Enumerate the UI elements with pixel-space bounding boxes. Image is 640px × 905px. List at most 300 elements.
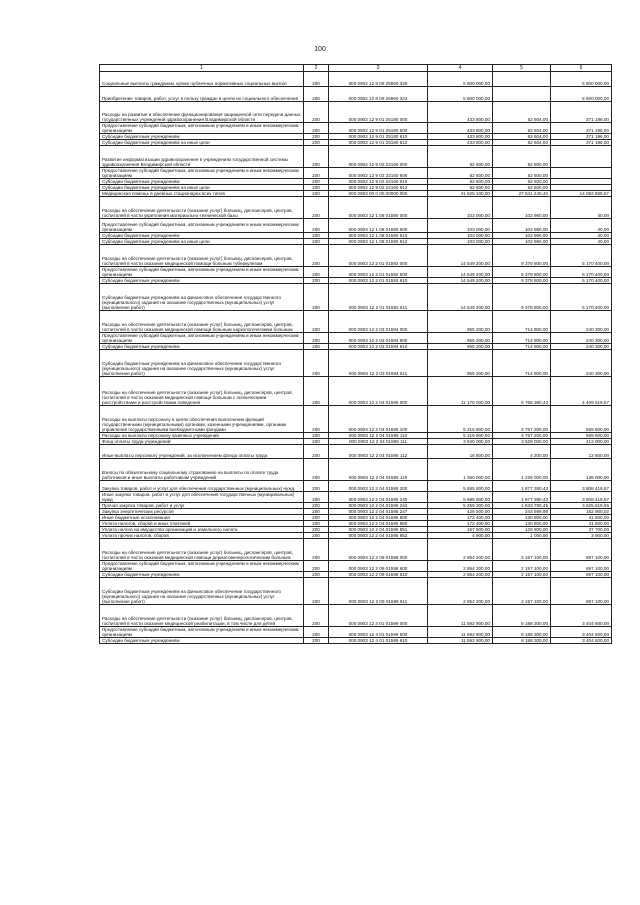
header-col-4: 4 (428, 65, 493, 72)
description-cell: Предоставление субсидий бюджетным, автономным учреждениям и иным некоммерческим организациям (100, 561, 304, 572)
line-code-cell: 200 (304, 102, 329, 123)
line-code-cell: 200 (304, 539, 329, 561)
line-code-cell: 200 (304, 492, 329, 503)
executed-amount-cell: 243 599,98 (493, 509, 551, 515)
remaining-amount-cell: 3 808 419,57 (551, 492, 612, 503)
budget-code-cell: 000 0903 12 2 04 01595 110 (329, 433, 428, 439)
table-row (100, 219, 612, 233)
line-code-cell: 200 (304, 344, 329, 350)
remaining-amount-cell: 697 100,00 (551, 572, 612, 578)
executed-amount-cell: 9 378 800,00 (493, 245, 551, 267)
remaining-amount-cell: 182 900,02 (551, 509, 612, 515)
line-code-cell: 200 (304, 185, 329, 191)
remaining-amount-cell: 41 600,00 (551, 515, 612, 521)
table-row (100, 605, 612, 627)
description-cell: Медицинская помощь в дневных стационарах всех типов (100, 191, 304, 197)
header-col-1: 1 (100, 65, 304, 72)
description-cell: Иные бюджетные ассигнования (100, 515, 304, 521)
executed-amount-cell: 1 633 780,45 (493, 503, 551, 509)
budget-code-cell: 000 0903 12 2 04 01595 244 (329, 503, 428, 509)
remaining-amount-cell: 40,00 (551, 197, 612, 219)
description-cell: Предоставление субсидий бюджетным, автономным учреждениям и иным некоммерческим организациям (100, 123, 304, 134)
description-cell: Предоставление субсидий бюджетным, автономным учреждениям и иным некоммерческим организациям (100, 267, 304, 278)
budget-code-cell: 000 0902 12 8 09 25860 323 (329, 87, 428, 102)
approved-amount-cell: 62 600,00 (428, 146, 493, 168)
executed-amount-cell: 1 877 380,43 (493, 492, 551, 503)
line-code-cell: 200 (304, 445, 329, 459)
remaining-amount-cell: 14 083 859,57 (551, 191, 612, 197)
budget-code-cell: 000 0903 12 2 03 01594 611 (329, 350, 428, 377)
remaining-amount-cell: 240 300,00 (551, 350, 612, 377)
executed-amount-cell: 9 378 800,00 (493, 284, 551, 311)
table-row (100, 561, 612, 572)
executed-amount-cell: 714 900,00 (493, 333, 551, 344)
description-cell: Субсидии бюджетным учреждениям (100, 134, 304, 140)
table-row (100, 492, 612, 503)
description-cell: Субсидии бюджетным учреждениям на финансовое обеспечение государственного (муниципального) задания на оказание государственных (муниципальных) услуг (выполнение работ) (100, 284, 304, 311)
table-row (100, 87, 612, 102)
budget-code-cell: 000 0903 12 1 08 01590 600 (329, 219, 428, 233)
header-col-3: 3 (329, 65, 428, 72)
line-code-cell: 200 (304, 521, 329, 527)
budget-code-cell: 000 0903 12 2 01 01592 611 (329, 284, 428, 311)
table-row (100, 146, 612, 168)
executed-amount-cell: 27 541 240,43 (493, 191, 551, 197)
budget-code-cell: 000 0903 12 4 01 01599 000 (329, 605, 428, 627)
remaining-amount-cell: 5 170 400,00 (551, 284, 612, 311)
line-code-cell: 200 (304, 509, 329, 515)
table-row (100, 168, 612, 179)
line-code-cell: 200 (304, 267, 329, 278)
table-row (100, 572, 612, 578)
approved-amount-cell: 103 000,00 (428, 197, 493, 219)
budget-code-cell: 000 0903 12 1 08 01590 612 (329, 239, 428, 245)
description-cell: Социальные выплаты гражданам, кроме публичных нормативных социальных выплат (100, 72, 304, 87)
line-code-cell: 200 (304, 233, 329, 239)
table-row (100, 627, 612, 638)
description-cell: Расходы на обеспечение деятельности (оказание услуг) больниц, диспансеров, центров, госпиталей в части оказания медицинской помощи больным с психическими расстройствами и расстройствами поведения (100, 377, 304, 406)
line-code-cell: 200 (304, 245, 329, 267)
description-cell: Расходы на обеспечение деятельности (оказание услуг) больниц, диспансеров, центров, госпиталей в части оказания медицинской помощи больным туберкулезом (100, 245, 304, 267)
line-code-cell: 200 (304, 481, 329, 492)
line-code-cell: 200 (304, 572, 329, 578)
table-row (100, 638, 612, 644)
line-code-cell: 200 (304, 123, 329, 134)
approved-amount-cell: 103 000,00 (428, 219, 493, 233)
approved-amount-cell: 433 800,00 (428, 123, 493, 134)
budget-code-cell: 000 0902 12 9 02 22160 600 (329, 168, 428, 179)
description-cell: Субсидии бюджетным учреждениям (100, 179, 304, 185)
description-cell: Расходы на обеспечение деятельности (оказание услуг) больниц, диспансеров, центров, госпиталей в части оказания медицинской реабилитации, в том числе для детей (100, 605, 304, 627)
budget-code-cell: 000 0903 12 4 01 01599 600 (329, 627, 428, 638)
remaining-amount-cell: 371 196,00 (551, 102, 612, 123)
executed-amount-cell: 714 900,00 (493, 344, 551, 350)
budget-code-cell: 000 0903 12 2 09 01598 000 (329, 539, 428, 561)
executed-amount-cell: 1 000,00 (493, 533, 551, 539)
description-cell: Иные выплаты персоналу учреждений, за исключением фонда оплаты труда (100, 445, 304, 459)
budget-code-cell: 000 0903 12 2 04 01595 247 (329, 509, 428, 515)
description-cell: Субсидии бюджетным учреждениям на иные цели (100, 185, 304, 191)
table-row (100, 527, 612, 533)
approved-amount-cell: 2 854 200,00 (428, 561, 493, 572)
remaining-amount-cell: 3 404 600,00 (551, 627, 612, 638)
executed-amount-cell: 62 604,00 (493, 102, 551, 123)
executed-amount-cell: 8 188 300,00 (493, 605, 551, 627)
approved-amount-cell: 172 400,00 (428, 521, 493, 527)
header-col-2: 2 (304, 65, 329, 72)
line-code-cell: 200 (304, 140, 329, 146)
table-row (100, 140, 612, 146)
table-row (100, 433, 612, 439)
approved-amount-cell: 16 800,00 (428, 445, 493, 459)
remaining-amount-cell: 3 808 419,57 (551, 481, 612, 492)
table-row (100, 179, 612, 185)
executed-amount-cell: 2 157 100,00 (493, 561, 551, 572)
budget-code-cell: 000 0903 12 2 04 01595 850 (329, 521, 428, 527)
approved-amount-cell: 3 940 000,00 (428, 439, 493, 445)
remaining-amount-cell: 5 170 400,00 (551, 245, 612, 267)
approved-amount-cell: 433 800,00 (428, 134, 493, 140)
header-col-5: 5 (493, 65, 551, 72)
remaining-amount-cell: 697 100,00 (551, 539, 612, 561)
approved-amount-cell: 14 549 200,00 (428, 245, 493, 267)
line-code-cell: 200 (304, 503, 329, 509)
remaining-amount-cell: 697 100,00 (551, 578, 612, 605)
line-code-cell: 200 (304, 377, 329, 406)
description-cell: Приобретение товаров, работ, услуг в пользу граждан в целях их социального обеспечения (100, 87, 304, 102)
budget-code-cell: 000 0903 12 2 04 01595 200 (329, 481, 428, 492)
budget-code-cell: 000 0902 12 9 01 25180 610 (329, 134, 428, 140)
executed-amount-cell: 62 600,00 (493, 146, 551, 168)
approved-amount-cell: 5 316 800,00 (428, 406, 493, 433)
budget-code-cell: 000 0903 12 2 04 01595 112 (329, 445, 428, 459)
remaining-amount-cell: 697 100,00 (551, 561, 612, 572)
remaining-amount-cell: 371 196,00 (551, 123, 612, 134)
remaining-amount-cell: 240 300,00 (551, 333, 612, 344)
description-cell: Уплата налога на имущество организаций и земельного налога (100, 527, 304, 533)
remaining-amount-cell: 40,00 (551, 219, 612, 233)
executed-amount-cell: 129 800,00 (493, 527, 551, 533)
line-code-cell: 200 (304, 561, 329, 572)
description-cell: Расходы на обеспечение деятельности (оказание услуг) больниц, диспансеров, центров, госпиталей в части укрепления материально-технической базы (100, 197, 304, 219)
table-row (100, 578, 612, 605)
description-cell: Субсидии бюджетным учреждениям на иные цели (100, 140, 304, 146)
table-row (100, 311, 612, 333)
table-row (100, 278, 612, 284)
remaining-amount-cell: 12 600,00 (551, 445, 612, 459)
executed-amount-cell: 4 757 200,00 (493, 406, 551, 433)
line-code-cell: 200 (304, 350, 329, 377)
budget-code-cell: 000 0902 12 9 01 25180 612 (329, 140, 428, 146)
budget-code-cell: 000 0902 12 9 01 25180 000 (329, 102, 428, 123)
approved-amount-cell: 5 800 000,00 (428, 72, 493, 87)
budget-code-cell: 000 0903 12 2 04 01595 100 (329, 406, 428, 433)
description-cell: Субсидии бюджетным учреждениям (100, 638, 304, 644)
description-cell: Закупка энергетических ресурсов (100, 509, 304, 515)
line-code-cell: 200 (304, 179, 329, 185)
line-code-cell: 200 (304, 527, 329, 533)
approved-amount-cell: 14 549 200,00 (428, 267, 493, 278)
table-row (100, 481, 612, 492)
line-code-cell: 200 (304, 433, 329, 439)
description-cell: Субсидии бюджетным учреждениям на финансовое обеспечение государственного (муниципального) задания на оказание государственных (муниципальных) услуг (выполнение работ) (100, 350, 304, 377)
executed-amount-cell: 102 960,00 (493, 219, 551, 233)
approved-amount-cell: 426 500,00 (428, 509, 493, 515)
executed-amount-cell: 62 600,00 (493, 185, 551, 191)
remaining-amount-cell: 559 600,00 (551, 406, 612, 433)
remaining-amount-cell: 240 300,00 (551, 311, 612, 333)
executed-amount-cell: 62 600,00 (493, 168, 551, 179)
approved-amount-cell: 5 685 800,00 (428, 492, 493, 503)
remaining-amount-cell: 5 800 000,00 (551, 72, 612, 87)
table-row (100, 267, 612, 278)
line-code-cell: 200 (304, 333, 329, 344)
executed-amount-cell: 714 900,00 (493, 311, 551, 333)
approved-amount-cell: 5 685 800,00 (428, 481, 493, 492)
table-row (100, 539, 612, 561)
budget-code-cell: 000 0903 12 1 08 01590 000 (329, 197, 428, 219)
budget-code-cell: 000 0903 12 2 04 01595 119 (329, 459, 428, 481)
approved-amount-cell: 5 800 000,00 (428, 87, 493, 102)
budget-code-cell: 000 0903 12 2 04 01595 851 (329, 527, 428, 533)
description-cell: Расходы на обеспечение деятельности (оказание услуг) больниц, диспансеров, центров, госпиталей в части оказания медицинской помощи дерматовенерологическим больным (100, 539, 304, 561)
table-row (100, 333, 612, 344)
remaining-amount-cell: 5 800 000,00 (551, 87, 612, 102)
description-cell: Взносы по обязательному социальному страхованию на выплаты по оплате труда работников и иные выплаты работникам учреждений (100, 459, 304, 481)
remaining-amount-cell (551, 168, 612, 179)
table-row (100, 406, 612, 433)
description-cell: Субсидии бюджетным учреждениям (100, 278, 304, 284)
line-code-cell: 200 (304, 134, 329, 140)
table-row (100, 284, 612, 311)
budget-code-cell: 000 0902 12 9 02 22160 000 (329, 146, 428, 168)
executed-amount-cell: 714 900,00 (493, 350, 551, 377)
approved-amount-cell: 11 592 900,00 (428, 627, 493, 638)
line-code-cell: 200 (304, 87, 329, 102)
budget-code-cell: 000 0903 12 2 09 01598 611 (329, 578, 428, 605)
remaining-amount-cell: 135 000,00 (551, 459, 612, 481)
budget-code-cell: 000 0903 12 2 04 01595 852 (329, 533, 428, 539)
description-cell: Закупка товаров, работ и услуг для обеспечения государственных (муниципальных) нужд (100, 481, 304, 492)
line-code-cell: 200 (304, 239, 329, 245)
remaining-amount-cell: 3 900,00 (551, 533, 612, 539)
line-code-cell: 200 (304, 278, 329, 284)
table-row (100, 134, 612, 140)
approved-amount-cell: 14 549 200,00 (428, 278, 493, 284)
budget-code-cell: 000 0903 12 2 01 01592 610 (329, 278, 428, 284)
table-row (100, 102, 612, 123)
remaining-amount-cell: 371 196,00 (551, 140, 612, 146)
approved-amount-cell: 11 592 900,00 (428, 605, 493, 627)
description-cell: Уплата прочих налогов, сборов (100, 533, 304, 539)
executed-amount-cell: 62 604,00 (493, 134, 551, 140)
approved-amount-cell: 1 360 000,00 (428, 459, 493, 481)
remaining-amount-cell: 371 196,00 (551, 134, 612, 140)
executed-amount-cell: 3 528 000,00 (493, 439, 551, 445)
line-code-cell: 200 (304, 284, 329, 311)
budget-code-cell: 000 0903 12 2 04 01595 000 (329, 377, 428, 406)
budget-code-cell: 000 0903 12 4 01 01599 610 (329, 638, 428, 644)
header-col-6: 6 (551, 65, 612, 72)
executed-amount-cell: 4 757 200,00 (493, 433, 551, 439)
approved-amount-cell: 103 000,00 (428, 233, 493, 239)
remaining-amount-cell: 3 404 600,00 (551, 638, 612, 644)
budget-table (99, 64, 612, 644)
remaining-amount-cell: 240 300,00 (551, 344, 612, 350)
description-cell: Расходы на обеспечение деятельности (оказание услуг) больниц, диспансеров, центров, госпиталей в части оказания медицинской помощи больным наркологическими больным (100, 311, 304, 333)
approved-amount-cell: 11 592 900,00 (428, 638, 493, 644)
table-row (100, 233, 612, 239)
approved-amount-cell: 2 854 200,00 (428, 572, 493, 578)
approved-amount-cell: 167 500,00 (428, 527, 493, 533)
table-row (100, 245, 612, 267)
line-code-cell: 200 (304, 311, 329, 333)
description-cell: Иные закупки товаров, работ и услуг для обеспечения государственных (муниципальных) нужд (100, 492, 304, 503)
executed-amount-cell: 2 157 100,00 (493, 572, 551, 578)
description-cell: Субсидии бюджетным учреждениям на финансовое обеспечение государственного (муниципального) задания на оказание государственных (муниципальных) услуг (выполнение работ) (100, 578, 304, 605)
executed-amount-cell: 62 604,00 (493, 140, 551, 146)
approved-amount-cell: 62 600,00 (428, 185, 493, 191)
header-row (100, 65, 612, 72)
remaining-amount-cell: 37 700,00 (551, 527, 612, 533)
budget-code-cell: 000 0903 12 2 09 01598 610 (329, 572, 428, 578)
table-body (100, 72, 612, 644)
executed-amount-cell: 62 604,00 (493, 123, 551, 134)
executed-amount-cell: 2 157 100,00 (493, 578, 551, 605)
line-code-cell: 200 (304, 515, 329, 521)
approved-amount-cell: 955 200,00 (428, 311, 493, 333)
budget-code-cell: 000 0903 12 2 03 01594 610 (329, 344, 428, 350)
table-row (100, 521, 612, 527)
line-code-cell: 200 (304, 219, 329, 233)
executed-amount-cell (493, 72, 551, 87)
description-cell: Субсидии бюджетным учреждениям на иные цели (100, 239, 304, 245)
approved-amount-cell: 2 854 200,00 (428, 539, 493, 561)
description-cell: Субсидии бюджетным учреждениям (100, 233, 304, 239)
approved-amount-cell: 5 259 300,00 (428, 503, 493, 509)
approved-amount-cell: 955 200,00 (428, 350, 493, 377)
executed-amount-cell: 1 225 000,00 (493, 459, 551, 481)
approved-amount-cell: 62 600,00 (428, 179, 493, 185)
table-row (100, 459, 612, 481)
executed-amount-cell: 6 765 380,43 (493, 377, 551, 406)
line-code-cell: 200 (304, 459, 329, 481)
line-code-cell: 200 (304, 578, 329, 605)
description-cell: Расходы на развитие и обеспечение функционирования защищенной сети передачи данных государственных учреждений здравоохранения Владимирской области (100, 102, 304, 123)
executed-amount-cell: 102 960,00 (493, 233, 551, 239)
table-row (100, 350, 612, 377)
description-cell: Субсидии бюджетным учреждениям (100, 344, 304, 350)
approved-amount-cell: 955 200,00 (428, 344, 493, 350)
budget-code-cell: 000 0903 12 2 03 01594 600 (329, 333, 428, 344)
budget-code-cell: 000 0902 12 9 02 22160 612 (329, 185, 428, 191)
table-row (100, 503, 612, 509)
executed-amount-cell: 130 800,00 (493, 515, 551, 521)
description-cell: Прочая закупка товаров, работ и услуг (100, 503, 304, 509)
line-code-cell: 200 (304, 146, 329, 168)
approved-amount-cell: 2 854 200,00 (428, 578, 493, 605)
line-code-cell: 200 (304, 72, 329, 87)
approved-amount-cell: 14 549 200,00 (428, 284, 493, 311)
line-code-cell: 200 (304, 406, 329, 433)
executed-amount-cell: 1 877 380,43 (493, 481, 551, 492)
budget-code-cell: 000 0903 12 2 04 01595 240 (329, 492, 428, 503)
approved-amount-cell: 62 600,00 (428, 168, 493, 179)
table-row (100, 185, 612, 191)
table-row (100, 123, 612, 134)
approved-amount-cell: 5 316 800,00 (428, 433, 493, 439)
approved-amount-cell: 433 800,00 (428, 102, 493, 123)
executed-amount-cell: 102 960,00 (493, 239, 551, 245)
remaining-amount-cell: 40,00 (551, 233, 612, 239)
description-cell: Уплата налогов, сборов и иных платежей (100, 521, 304, 527)
table-row (100, 197, 612, 219)
executed-amount-cell: 130 800,00 (493, 521, 551, 527)
line-code-cell: 200 (304, 191, 329, 197)
approved-amount-cell: 11 175 000,00 (428, 377, 493, 406)
remaining-amount-cell (551, 146, 612, 168)
description-cell: Расходы на выплаты персоналу в целях обеспечения выполнения функций государственными (муниципальными) органами, казенными учреждениями, органами управления государственными внебюджетными фондами (100, 406, 304, 433)
budget-code-cell: 000 0903 12 2 01 01592 000 (329, 245, 428, 267)
executed-amount-cell: 8 188 300,00 (493, 627, 551, 638)
budget-code-cell: 000 0902 12 8 09 25860 320 (329, 72, 428, 87)
approved-amount-cell: 172 400,00 (428, 515, 493, 521)
executed-amount-cell: 2 157 100,00 (493, 539, 551, 561)
remaining-amount-cell: 41 600,00 (551, 521, 612, 527)
executed-amount-cell: 102 960,00 (493, 197, 551, 219)
remaining-amount-cell: 412 000,00 (551, 439, 612, 445)
executed-amount-cell: 4 200,00 (493, 445, 551, 459)
table-row (100, 72, 612, 87)
table-row (100, 445, 612, 459)
remaining-amount-cell: 5 170 400,00 (551, 278, 612, 284)
remaining-amount-cell: 40,00 (551, 239, 612, 245)
approved-amount-cell: 433 800,00 (428, 140, 493, 146)
remaining-amount-cell: 3 404 600,00 (551, 605, 612, 627)
description-cell: Расходы на выплаты персоналу казенных учреждений (100, 433, 304, 439)
line-code-cell: 200 (304, 197, 329, 219)
budget-code-cell: 000 0903 12 2 04 01595 800 (329, 515, 428, 521)
budget-code-cell: 000 0903 12 2 03 01594 000 (329, 311, 428, 333)
description-cell: Предоставление субсидий бюджетным, автономным учреждениям и иным некоммерческим организациям (100, 333, 304, 344)
description-cell: Развитие информатизации здравоохранения в учреждениях государственной системы здравоохранения Владимирской области (100, 146, 304, 168)
budget-code-cell: 000 0902 12 9 01 25180 600 (329, 123, 428, 134)
executed-amount-cell: 62 600,00 (493, 179, 551, 185)
remaining-amount-cell: 5 170 400,00 (551, 267, 612, 278)
executed-amount-cell: 9 378 800,00 (493, 278, 551, 284)
description-cell: Предоставление субсидий бюджетным, автономным учреждениям и иным некоммерческим организациям (100, 219, 304, 233)
approved-amount-cell: 955 200,00 (428, 333, 493, 344)
description-cell: Субсидии бюджетным учреждениям (100, 572, 304, 578)
remaining-amount-cell: 4 409 619,57 (551, 377, 612, 406)
executed-amount-cell: 8 188 300,00 (493, 638, 551, 644)
budget-code-cell: 000 0903 12 2 01 01592 600 (329, 267, 428, 278)
table-row (100, 239, 612, 245)
budget-code-cell: 000 0903 12 1 08 01590 610 (329, 233, 428, 239)
executed-amount-cell (493, 87, 551, 102)
approved-amount-cell: 103 000,00 (428, 239, 493, 245)
remaining-amount-cell: 3 625 519,55 (551, 503, 612, 509)
approved-amount-cell: 41 625 100,00 (428, 191, 493, 197)
line-code-cell: 200 (304, 605, 329, 627)
description-cell: Предоставление субсидий бюджетным, автономным учреждениям и иным некоммерческим организациям (100, 627, 304, 638)
executed-amount-cell: 9 378 800,00 (493, 267, 551, 278)
description-cell: Предоставление субсидий бюджетным, автономным учреждениям и иным некоммерческим организациям (100, 168, 304, 179)
remaining-amount-cell: 559 600,00 (551, 433, 612, 439)
line-code-cell: 200 (304, 439, 329, 445)
line-code-cell: 200 (304, 533, 329, 539)
line-code-cell: 200 (304, 168, 329, 179)
